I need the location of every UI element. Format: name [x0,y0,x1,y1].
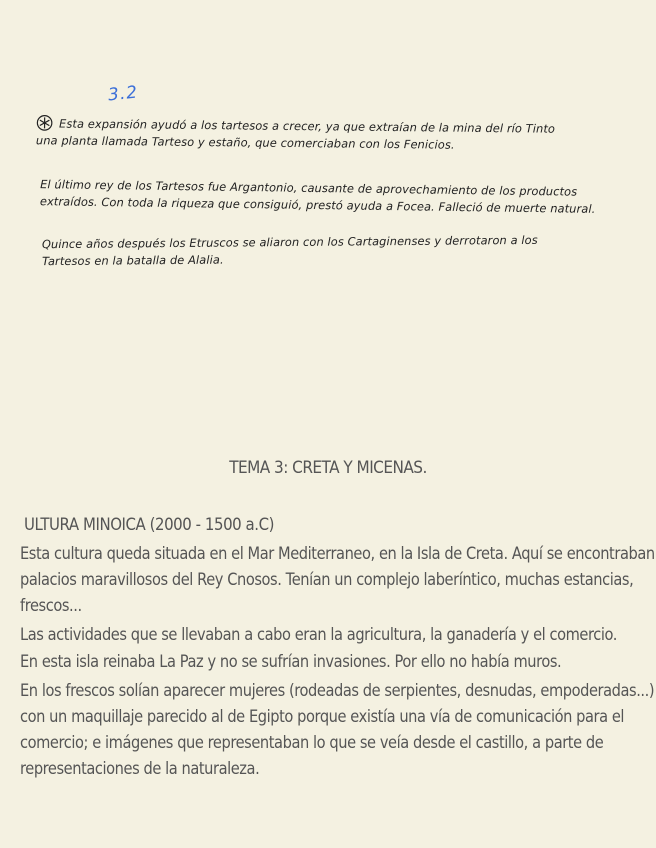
typed-paragraph-1 [20,541,655,619]
typed-line: comercio; e imágenes que representaban lo que se veía desde el castillo, a parte de [20,733,604,753]
handwritten-paragraph-2 [40,176,596,218]
typed-line: Las actividades que se llevaban a cabo eran la agricultura, la ganadería y el comercio. [20,625,617,645]
handwritten-paragraph-3 [42,232,538,270]
handwritten-line: Quince años después los Etruscos se aliaron con los Cartaginenses y derrotaron a los [41,232,538,252]
typed-line: En los frescos solían aparecer mujeres (rodeadas de serpientes, desnudas, empoderadas...) [20,681,655,701]
typed-line: frescos... [20,596,82,616]
typed-line: En esta isla reinaba La Paz y no se sufrían invasiones. Por ello no había muros. [20,652,562,672]
typed-line: Esta cultura queda situada en el Mar Mediterraneo, en la Isla de Creta. Aquí se encontraban [20,544,655,564]
section-heading: ULTURA MINOICA (2000 - 1500 a.C) [24,515,275,535]
asterisk-circle-icon [36,114,53,131]
typed-paragraph-4 [20,678,655,782]
typed-line: representaciones de la naturaleza. [20,759,260,779]
handwritten-line: Tartesos en la batalla de Alalia. [42,252,224,269]
typed-paragraph-3 [20,649,639,675]
handwritten-text: Esta expansión ayudó a los tartesos a crecer, ya que extraían de la mina del río Tinto [59,116,556,136]
section-number: 3.2 [107,82,140,106]
typed-paragraph-2 [20,622,639,648]
typed-line: palacios maravillosos del Rey Cnosos. Tenían un complejo laberíntico, muchas estancias, [20,570,634,590]
page-title: TEMA 3: CRETA Y MICENAS. [229,458,427,478]
handwritten-line: una planta llamada Tarteso y estaño, que comerciaban con los Fenicios. [35,133,455,152]
handwritten-paragraph-1 [36,114,555,154]
handwritten-line: extraídos. Con toda la riqueza que consiguió, prestó ayuda a Focea. Falleció de muerte natural. [39,194,596,216]
typed-line: con un maquillaje parecido al de Egipto porque existía una vía de comunicación para el [20,707,625,727]
handwritten-line: El último rey de los Tartesos fue Argantonio, causante de aprovechamiento de los productos [40,177,578,199]
